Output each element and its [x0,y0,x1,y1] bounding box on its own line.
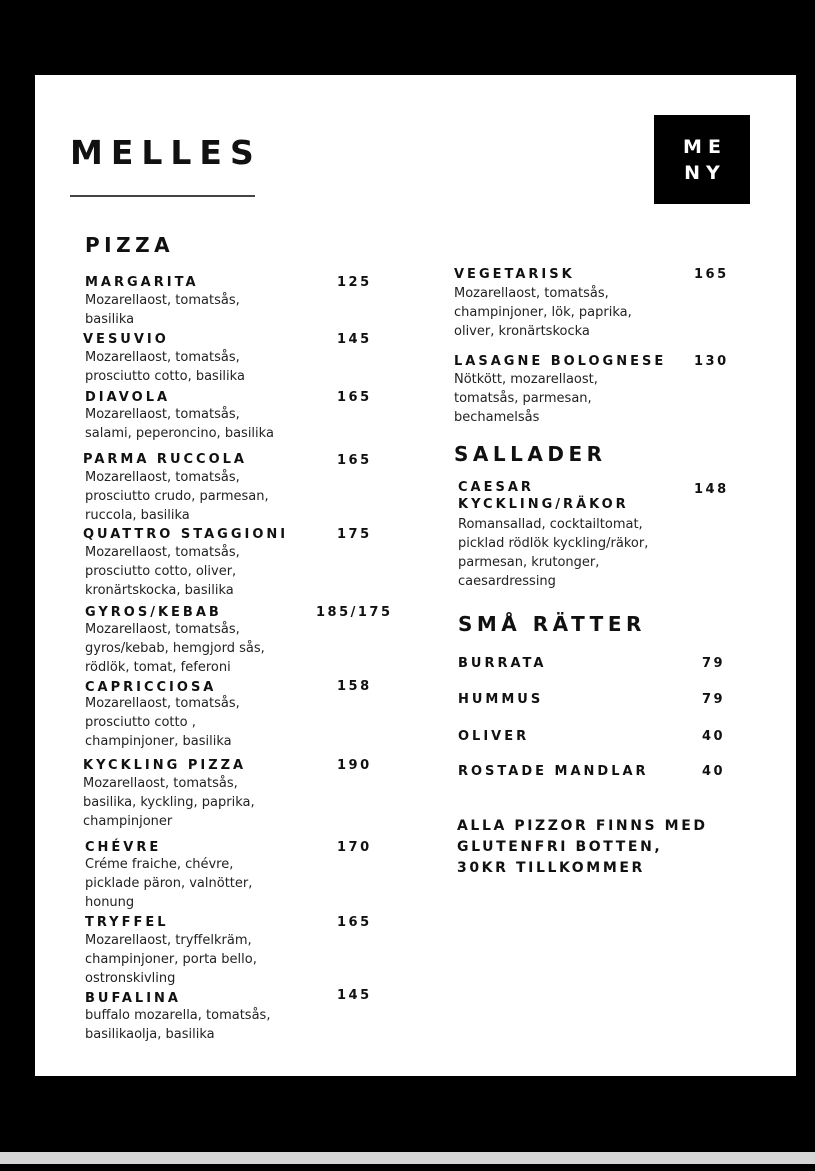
section-title-sma-ratter: SMÅ RÄTTER [458,612,646,636]
item-name: VEGETARISK [454,267,575,282]
item-description: Mozarellaost, tomatsås, prosciutto crudo, parmesan, ruccola, basilika [85,470,269,523]
item-price: 40 [702,764,726,779]
item-description: Romansallad, cocktailtomat, picklad rödlök kyckling/räkor, parmesan, krutonger, caesardressing [458,517,649,589]
item-description: Mozarellaost, tomatsås, basilika, kyckling, paprika, champinjoner [83,776,255,829]
item-description: Mozarellaost, tomatsås, gyros/kebab, hemgjord sås, rödlök, tomat, feferoni [85,622,265,675]
item-name: PARMA RUCCOLA [83,452,247,467]
item-description: Créme fraiche, chévre, picklade päron, valnötter, honung [85,857,253,910]
item-name: GYROS/KEBAB [85,605,222,620]
item-price: 130 [694,354,729,369]
item-description: Mozarellaost, tomatsås, prosciutto cotto , champinjoner, basilika [85,696,240,749]
meny-badge-line2: NY [684,161,726,184]
item-price: 145 [337,332,372,347]
menu-page [35,75,796,1076]
item-description: Mozarellaost, tomatsås, champinjoner, lök, paprika, oliver, kronärtskocka [454,286,632,339]
item-description: Mozarellaost, tomatsås, prosciutto cotto, basilika [85,350,245,384]
item-description: Nötkött, mozarellaost, tomatsås, parmesan, bechamelsås [454,372,598,425]
item-name: QUATTRO STAGGIONI [83,527,289,542]
meny-badge-line1: ME [683,135,727,158]
item-name: HUMMUS [458,692,544,707]
item-name: CAPRICCIOSA [85,680,217,695]
item-price: 40 [702,729,726,744]
item-description: Mozarellaost, tomatsås, prosciutto cotto, oliver, kronärtskocka, basilika [85,545,240,598]
item-price: 170 [337,840,372,855]
bottom-scrollbar-strip [0,1152,815,1171]
item-description: buffalo mozarella, tomatsås, basilikaolja, basilika [85,1008,271,1042]
section-title-pizza: PIZZA [85,233,175,257]
restaurant-name: MELLES [70,133,262,172]
item-price: 148 [694,482,729,497]
meny-badge [654,115,750,204]
item-name: MARGARITA [85,275,199,290]
item-description: Mozarellaost, tryffelkräm, champinjoner, porta bello, ostronskivling [85,933,257,986]
item-price: 165 [694,267,729,282]
item-price: 165 [337,915,372,930]
item-name: CHÉVRE [85,840,162,855]
section-title-sallader: SALLADER [454,442,607,466]
gluten-free-note: ALLA PIZZOR FINNS MED GLUTENFRI BOTTEN, 30KR TILLKOMMER [457,818,708,876]
item-name: CAESAR KYCKLING/RÄKOR [458,480,629,512]
item-name: TRYFFEL [85,915,169,930]
item-name: DIAVOLA [85,390,171,405]
item-price: 185/175 [316,605,393,620]
item-price: 175 [337,527,372,542]
item-name: VESUVIO [83,332,169,347]
item-description: Mozarellaost, tomatsås, basilika [85,293,240,327]
title-underline [70,195,255,197]
item-name: LASAGNE BOLOGNESE [454,354,667,369]
item-price: 145 [337,988,372,1003]
item-price: 190 [337,758,372,773]
item-name: KYCKLING PIZZA [83,758,247,773]
item-price: 125 [337,275,372,290]
item-price: 165 [337,453,372,468]
item-name: ROSTADE MANDLAR [458,764,649,779]
item-price: 79 [702,656,726,671]
item-price: 158 [337,679,372,694]
item-name: OLIVER [458,729,530,744]
item-name: BUFALINA [85,991,181,1006]
item-price: 165 [337,390,372,405]
item-description: Mozarellaost, tomatsås, salami, peperoncino, basilika [85,407,274,441]
item-price: 79 [702,692,726,707]
item-name: BURRATA [458,656,547,671]
